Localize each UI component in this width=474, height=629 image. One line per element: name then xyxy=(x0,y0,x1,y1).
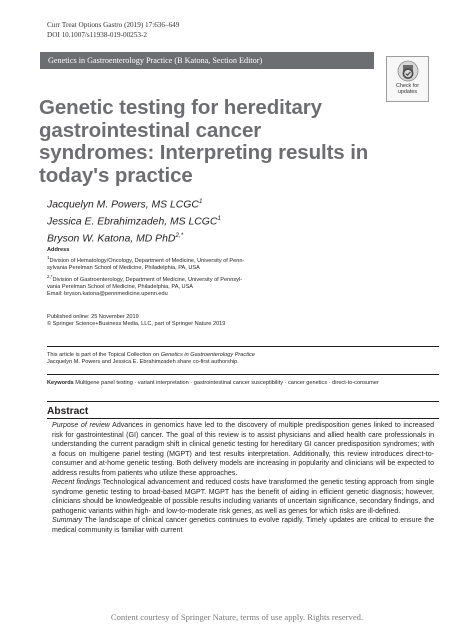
check-for-updates-button[interactable] xyxy=(386,56,429,102)
section-bar: Genetics in Gastroenterology Practice (B Katona, Section Editor) xyxy=(40,52,374,69)
affiliation-2 xyxy=(47,273,347,284)
address-block xyxy=(47,247,347,299)
keywords xyxy=(47,380,439,387)
divider xyxy=(47,374,439,375)
crossmark-icon xyxy=(397,60,419,82)
summary-text: The landscape of clinical cancer genetics continues to evolve rapidly. Timely updates are critical to ensure the medical community is familiar with current xyxy=(52,517,434,535)
corresponding-email[interactable]: Email: bryson.katona@pennmedicine.upenn.edu xyxy=(47,291,168,298)
affiliation-2-line1: Division of Gastroenterology, Department of Medicine, University of Pennsyl- xyxy=(52,276,243,283)
abstract-heading: Abstract xyxy=(47,406,89,417)
address-heading: Address xyxy=(47,247,70,253)
abstract-summary xyxy=(52,516,434,535)
affiliation-marker: 1 xyxy=(47,255,50,261)
topical-collection-note xyxy=(47,352,255,367)
affiliation-2-line2: vania Perelman School of Medicine, Philadelphia, PA, USA xyxy=(47,283,194,290)
check-badge-line1: Check for xyxy=(395,83,420,89)
author-affiliation-marker: 2,* xyxy=(175,231,184,239)
collection-prefix: This article is part of the Topical Collection on xyxy=(47,352,161,358)
affiliation-1-line2: sylvania Perelman School of Medicine, Philadelphia, PA, USA xyxy=(47,265,200,272)
copyright: © Springer Science+Business Media, LLC, part of Springer Nature 2019 xyxy=(47,321,226,328)
author-name: Bryson W. Katona, MD PhD xyxy=(47,233,176,245)
findings-text: Technological advancement and reduced costs have transformed the genetic testing approach from single syndrome genetic testing to broad-based MGPT. MGPT has the benefit of aiding in efficient genetic diagnosis; however, clinicians should be knowledgeable of possible results including variants of uncertain significance, secondary findings, and pathogenic variants within high- and low-to-moderate risk genes, as well as genes for which risks are ill-defined. xyxy=(52,479,434,515)
author-2 xyxy=(47,212,221,229)
check-badge-line2: updates xyxy=(397,89,418,96)
co-first-authorship-note: Jacquelyn M. Powers and Jessica E. Ebrahimzadeh share co-first authorship. xyxy=(47,359,239,366)
author-name: Jacquelyn M. Powers, MS LCGC xyxy=(47,199,199,211)
published-date: Published online: 25 November 2019 xyxy=(47,314,139,320)
author-affiliation-marker: 1 xyxy=(198,198,203,205)
keywords-label: Keywords xyxy=(47,380,74,386)
divider xyxy=(47,401,439,402)
author-3 xyxy=(47,229,221,246)
abstract-purpose xyxy=(52,421,434,478)
affiliation-marker: 2,* xyxy=(47,273,53,279)
affiliation-1-line1: Division of Hematology/Oncology, Department of Medicine, University of Penn- xyxy=(49,258,245,265)
keywords-text: Multigene panel testing · variant interpretation · gastrointestinal cancer susceptibility · cancer genetics · direct-to-consumer xyxy=(73,380,379,386)
purpose-lead: Purpose of review xyxy=(52,422,110,429)
footer-notice: Content courtesy of Springer Nature, terms of use apply. Rights reserved. xyxy=(110,612,364,622)
purpose-text: Advances in genomics have led to the discovery of multiple predisposition genes linked to increased risk for gastrointestinal (GI) cancer. The goal of this review is to assist physicians and allied health care professionals in understanding the current paradigm shift in clinical genetic testing for hereditary GI cancer predisposition syndromes; with a focus on multigene panel testing (MGPT) and test results interpretation. Additionally, this review introduces direct-to-consumer and at-home genetic testing. Both delivery models are increasing in popularity and clinicians will be expected to address results from patients who utilize these approaches. xyxy=(52,422,434,477)
summary-lead: Summary xyxy=(52,517,83,525)
abstract-body xyxy=(52,421,434,536)
author-name: Jessica E. Ebrahimzadeh, MS LCGC xyxy=(47,216,218,228)
author-list xyxy=(47,195,221,246)
affiliation-1 xyxy=(47,254,347,265)
divider xyxy=(47,418,439,419)
publication-info xyxy=(47,314,225,329)
journal-doi: DOI 10.1007/s11938-019-00253-2 xyxy=(47,30,147,39)
abstract-findings xyxy=(52,478,434,516)
collection-name: Genetics in Gastroenterology Practice xyxy=(160,352,255,358)
journal-meta xyxy=(47,21,179,40)
findings-lead: Recent findings xyxy=(52,479,101,487)
divider xyxy=(47,346,439,347)
author-1 xyxy=(47,195,221,212)
article-title: Genetic testing for hereditary gastrointestinal cancer syndromes: Interpreting results in today's practice xyxy=(39,96,369,187)
collection-line xyxy=(47,352,255,359)
journal-citation: Curr Treat Options Gastro (2019) 17:636–649 xyxy=(47,21,180,29)
author-affiliation-marker: 1 xyxy=(217,214,221,222)
